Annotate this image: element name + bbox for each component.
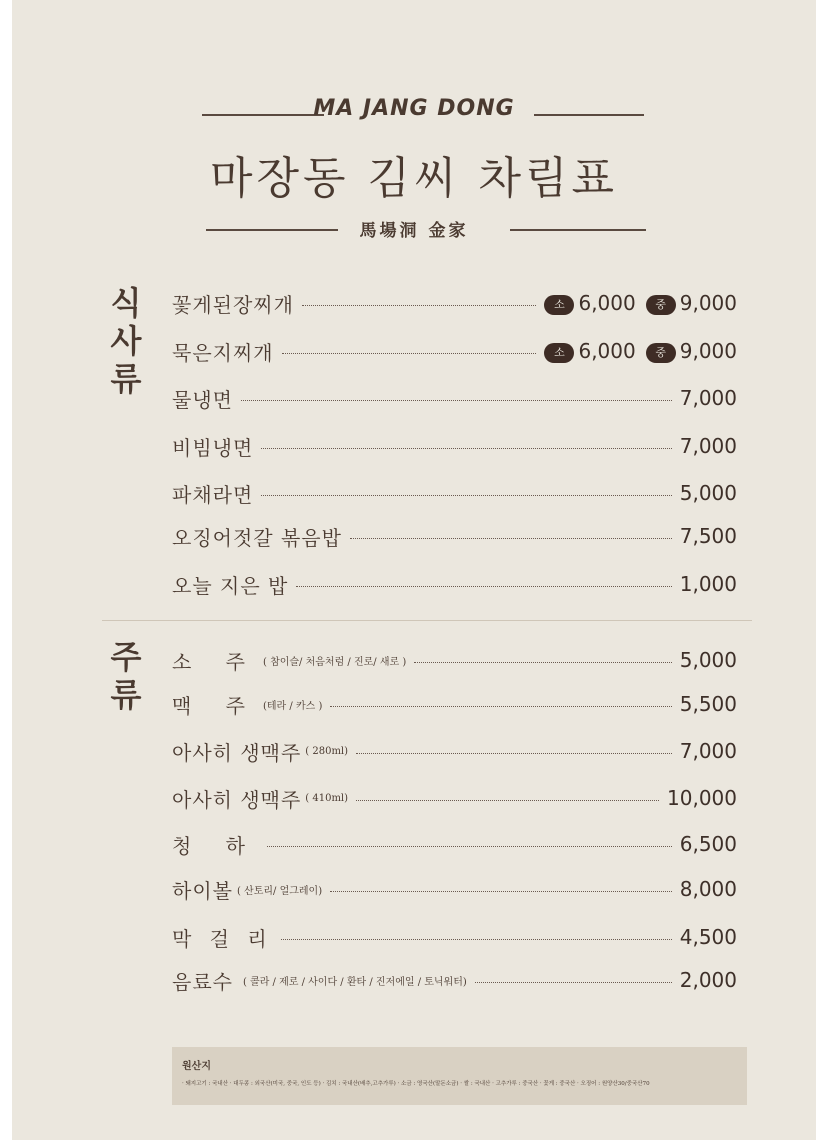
dot-leader	[296, 586, 671, 587]
menu-item-row	[172, 383, 737, 413]
drink-item-name: 소 주	[172, 649, 259, 674]
drink-item-price: 7,000	[679, 739, 737, 763]
hanja-rule-right	[510, 229, 646, 231]
origin-text: · 돼지고기 : 국내산 · 대두콩 : 외국산(미국, 중국, 인도 등) · 김치 : 국내산(배추,고추가루) · 소금 : 영국산(말돈소금) · 쌀 : 국내산 · 고추가루 : 중국산 · 꽃게 : 중국산 · 오징어 : 원양산30/중국산70	[182, 1081, 650, 1087]
small-price	[544, 291, 635, 315]
menu-item-row	[172, 431, 737, 461]
small-price	[544, 339, 635, 363]
menu-item-price: 7,000	[679, 386, 737, 410]
size-badge-medium: 중	[646, 295, 676, 315]
drink-item-detail: ( 280ml)	[305, 745, 349, 757]
drink-item-detail: (테라 / 카스 )	[263, 700, 323, 712]
drink-item-price: 10,000	[667, 786, 737, 810]
dot-leader	[356, 800, 659, 801]
menu-item-row	[172, 288, 737, 318]
dot-leader	[414, 662, 671, 663]
drink-item-name: 음료수	[172, 969, 233, 994]
drink-item-price: 6,500	[679, 832, 737, 856]
dot-leader	[281, 939, 672, 940]
drink-item-name: 아사히 생맥주	[172, 787, 302, 812]
drink-item-row	[172, 645, 737, 675]
menu-item-name: 물냉면	[172, 387, 233, 412]
drink-item-price: 5,000	[679, 648, 737, 672]
brand-name: MA JANG DONG	[313, 96, 515, 121]
section-label-char: 주	[110, 638, 142, 676]
menu-item-row	[172, 336, 737, 366]
menu-item-row	[172, 478, 737, 508]
menu-item-name: 꽃게된장찌개	[172, 292, 294, 317]
drink-item-name: 청 하	[172, 833, 259, 858]
section-label-drinks	[106, 638, 146, 714]
medium-price	[646, 291, 737, 315]
size-badge-small: 소	[544, 343, 574, 363]
origin-info-box	[172, 1047, 747, 1105]
dot-leader	[261, 448, 671, 449]
dot-leader	[241, 400, 672, 401]
drink-item-price: 4,500	[679, 925, 737, 949]
drink-item-detail: ( 410ml)	[305, 792, 349, 804]
drink-item-name: 하이볼	[172, 878, 233, 903]
drink-item-price: 5,500	[679, 692, 737, 716]
menu-item-name: 파채라면	[172, 482, 254, 507]
menu-item-row	[172, 521, 737, 551]
size-badge-small: 소	[544, 295, 574, 315]
menu-item-price: 1,000	[679, 572, 737, 596]
dot-leader	[356, 753, 672, 754]
medium-price-value: 9,000	[679, 291, 737, 315]
drink-item-row	[172, 965, 737, 995]
medium-price-value: 9,000	[679, 339, 737, 363]
section-label-food	[106, 284, 146, 398]
menu-item-name: 오징어젓갈 볶음밥	[172, 525, 342, 550]
section-label-char: 사	[110, 322, 142, 360]
menu-item-price: 7,500	[679, 524, 737, 548]
drink-item-row	[172, 922, 737, 952]
dot-leader	[475, 982, 672, 983]
menu-item-row	[172, 569, 737, 599]
origin-title: 원산지	[182, 1061, 211, 1072]
brand-rule-right	[534, 114, 644, 116]
menu-item-name: 비빔냉면	[172, 435, 254, 460]
menu-item-name: 오늘 지은 밥	[172, 573, 289, 598]
menu-item-price: 7,000	[679, 434, 737, 458]
section-divider	[102, 620, 752, 621]
drink-item-row	[172, 874, 737, 904]
drink-item-name: 아사히 생맥주	[172, 740, 302, 765]
drink-item-detail: ( 참이슬/ 처음처럼 / 진로/ 새로 )	[263, 656, 407, 668]
dot-leader	[267, 846, 672, 847]
medium-price	[646, 339, 737, 363]
drink-item-price: 8,000	[679, 877, 737, 901]
dot-leader	[282, 353, 537, 354]
section-label-char: 류	[110, 676, 142, 714]
dot-leader	[330, 891, 672, 892]
drink-item-row	[172, 689, 737, 719]
drink-item-name: 맥 주	[172, 693, 259, 718]
drink-item-row	[172, 829, 737, 859]
small-price-value: 6,000	[578, 339, 636, 363]
dot-leader	[350, 538, 672, 539]
dot-leader	[330, 706, 671, 707]
drink-item-name: 막 걸 리	[172, 926, 273, 951]
drink-item-detail: ( 콜라 / 제로 / 사이다 / 환타 / 진저에일 / 토닉워터)	[242, 976, 467, 988]
menu-title: 마장동 김씨 차림표	[209, 153, 618, 204]
small-price-value: 6,000	[578, 291, 636, 315]
drink-item-price: 2,000	[679, 968, 737, 992]
drink-item-row	[172, 783, 737, 813]
dot-leader	[261, 495, 671, 496]
menu-item-price: 5,000	[679, 481, 737, 505]
drink-item-detail: ( 산토리/ 얼그레이)	[236, 885, 323, 897]
menu-subtitle-hanja: 馬場洞 金家	[359, 221, 469, 241]
dot-leader	[302, 305, 537, 306]
size-badge-medium: 중	[646, 343, 676, 363]
section-label-char: 식	[110, 284, 142, 322]
menu-item-name: 묵은지찌개	[172, 340, 274, 365]
section-label-char: 류	[110, 360, 142, 398]
menu-page	[12, 0, 816, 1140]
drink-item-row	[172, 736, 737, 766]
